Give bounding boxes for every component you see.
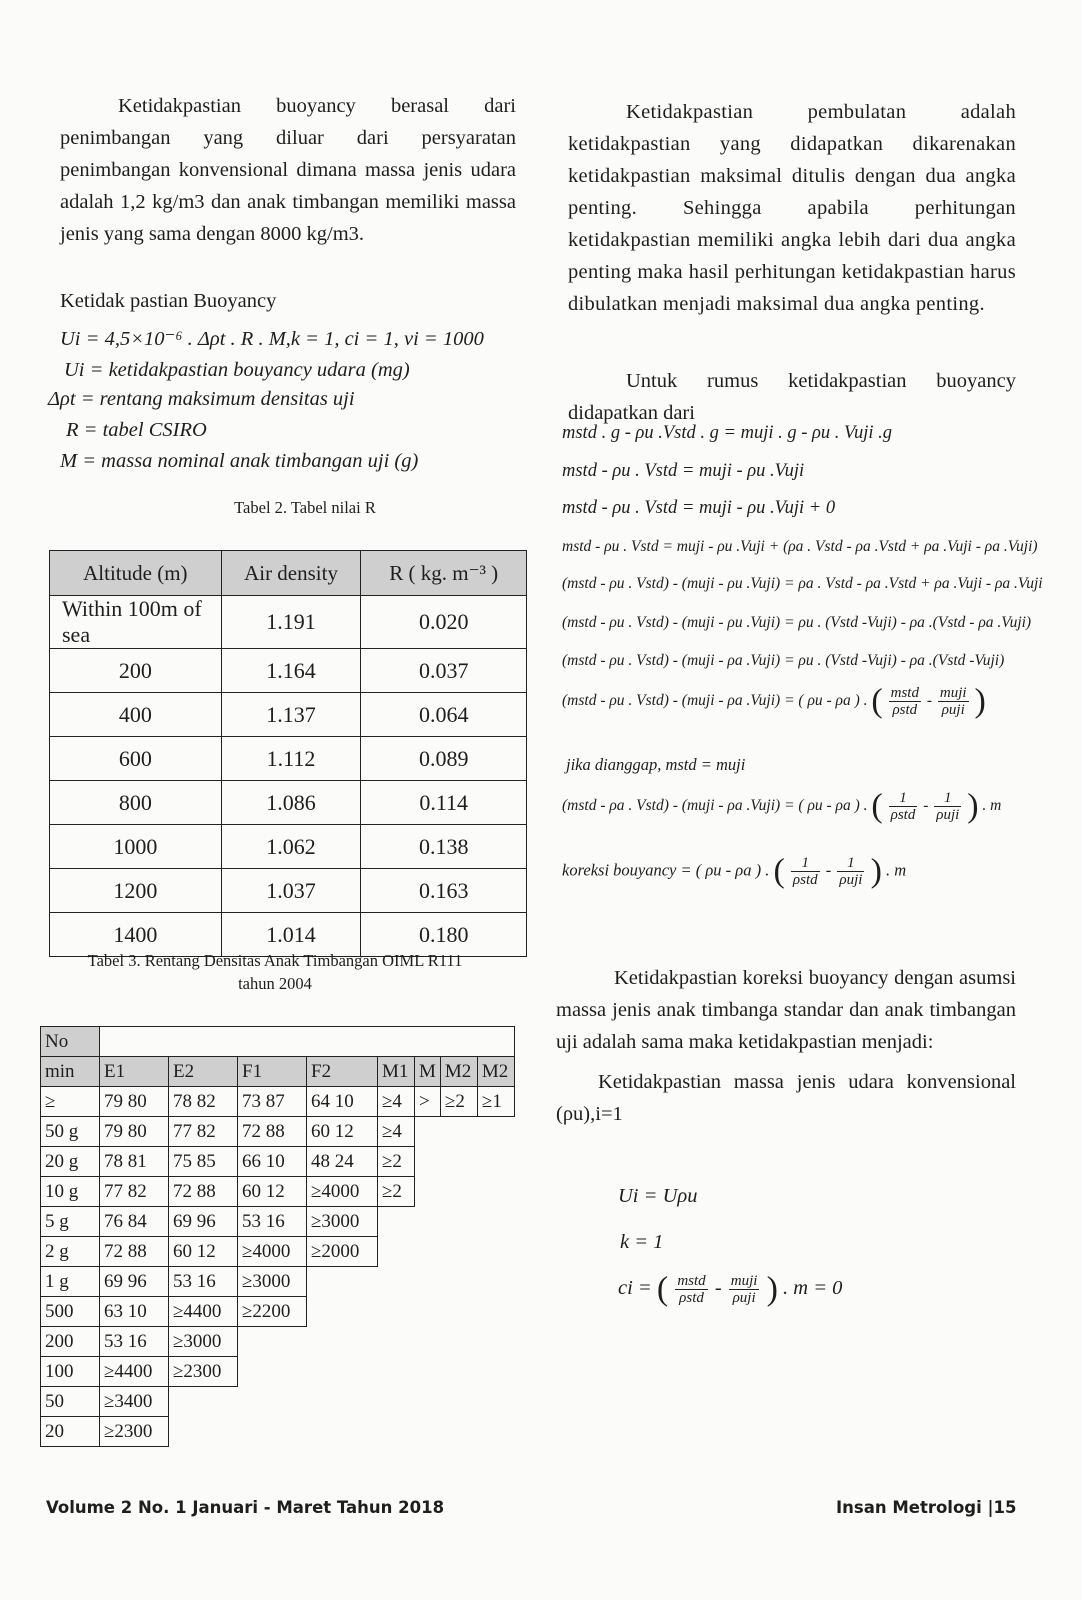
table-row [41, 1417, 515, 1447]
table-row [41, 1237, 515, 1267]
buoyancy-heading: Ketidak pastian Buoyancy [60, 290, 277, 312]
table-cell: ≥ [41, 1087, 100, 1117]
table-row [50, 649, 527, 693]
times-m: . m [982, 797, 1002, 815]
table-cell: 600 [50, 737, 222, 781]
assumption-line: jika dianggap, mstd = muji [566, 755, 746, 774]
times-m: . m [886, 860, 907, 880]
table-cell: 800 [50, 781, 222, 825]
header-m: M [415, 1057, 441, 1087]
fraction-muji-rhouji: $\frac{\text{muji}}{\text{ρuji}}$ [730, 1273, 758, 1306]
table-row [41, 1027, 515, 1057]
table-row [50, 737, 527, 781]
table-cell: ≥4 [378, 1087, 415, 1117]
table-cell: 0.037 [361, 649, 527, 693]
header-m2a: M2 [440, 1057, 477, 1087]
equation-6: (mstd - ρu . Vstd) - (muji - ρu .Vuji) = ρu . (Vstd -Vuji) - ρa .(Vstd - ρa .Vuji) [562, 614, 1032, 631]
table-row [41, 1207, 515, 1237]
table-cell: 53 16 [238, 1207, 307, 1237]
table-cell: 73 87 [238, 1087, 307, 1117]
table-cell: 1 g [41, 1267, 100, 1297]
table-cell: ≥2 [440, 1087, 477, 1117]
table-cell: 1.137 [221, 693, 361, 737]
equation-5: (mstd - ρu . Vstd) - (muji - ρu .Vuji) = ρa . Vstd - ρa .Vstd + ρa .Vuji - ρa .Vuji [562, 575, 1043, 592]
table-cell: 0.064 [361, 693, 527, 737]
table-header-row [50, 551, 527, 596]
table-cell: 72 88 [169, 1177, 238, 1207]
footer-page: Insan Metrologi |15 [836, 1498, 1017, 1517]
table3-caption-line2: tahun 2004 [238, 974, 312, 993]
header-f1: F1 [238, 1057, 307, 1087]
footer-volume: Volume 2 No. 1 Januari - Maret Tahun 2018 [46, 1498, 445, 1517]
table-cell: 72 88 [238, 1117, 307, 1147]
rounding-paragraph: Ketidakpastian pembulatan adalah ketidakpastian yang didapatkan dikarenakan ketidakpastian maksimal ditulis dengan dua angka penting. Sehingga apabila perhitungan ketidakpastian memiliki angka lebih dari dua angka penting maka hasil perhitungan ketidakpastian harus dibulatkan menjadi maksimal dua angka penting. [568, 101, 1016, 315]
table-cell: 400 [50, 693, 222, 737]
table-cell: 20 g [41, 1147, 100, 1177]
table-cell: 500 [41, 1297, 100, 1327]
k-formula: k = 1 [620, 1231, 664, 1253]
fraction-muji-rhouji: $\frac{\text{muji}}{\text{ρuji}}$ [939, 685, 967, 718]
definition-u: Ui = ketidakpastian bouyancy udara (mg) [64, 359, 410, 381]
table-cell: 53 16 [100, 1327, 169, 1357]
table-row [50, 596, 527, 649]
table-cell: 1000 [50, 825, 222, 869]
table-cell: 20 [41, 1417, 100, 1447]
table-cell: 78 82 [169, 1087, 238, 1117]
table-cell: 2 g [41, 1237, 100, 1267]
table-cell: 77 82 [169, 1117, 238, 1147]
min-header: min [41, 1057, 100, 1087]
equation-9: (mstd - ρa . Vstd) - (muji - ρa .Vuji) = ( ρu - ρa ) . ( $\frac{1}{\text{ρstd}}$ - $\frac{1}{\text{ρuji}}$ ) . m [562, 787, 1002, 825]
table-cell: 60 12 [238, 1177, 307, 1207]
table-cell: 1.112 [221, 737, 361, 781]
table-cell: 72 88 [100, 1237, 169, 1267]
ui-formula: Ui = Uρu [618, 1185, 698, 1207]
buoyancy-paragraph: Ketidakpastian buoyancy berasal dari penimbangan yang diluar dari persyaratan penimbangan konvensional dimana massa jenis udara adalah 1,2 kg/m3 dan anak timbangan memiliki massa jenis yang sama dengan 8000 kg/m3. [60, 95, 516, 245]
table-cell: 64 10 [307, 1087, 378, 1117]
header-altitude: Altitude (m) [50, 551, 222, 596]
table-cell: 1.164 [221, 649, 361, 693]
header-r: R ( kg. m⁻³ ) [361, 551, 527, 596]
header-f2: F2 [307, 1057, 378, 1087]
table-cell: 1.191 [221, 596, 361, 649]
table-cell: 200 [50, 649, 222, 693]
table-cell: 69 96 [100, 1267, 169, 1297]
table-cell: ≥3000 [307, 1207, 378, 1237]
table-cell: 50 [41, 1387, 100, 1417]
table-row [41, 1297, 515, 1327]
table-cell: ≥4 [378, 1117, 415, 1147]
table-cell: 10 g [41, 1177, 100, 1207]
equation-3: mstd - ρu . Vstd = muji - ρu .Vuji + 0 [562, 498, 836, 518]
table-cell: 1.062 [221, 825, 361, 869]
equation-1: mstd . g - ρu .Vstd . g = muji . g - ρu . Vuji .g [562, 423, 893, 443]
fraction-one-rhostd: $\frac{1}{\text{ρstd}}$ [792, 855, 818, 888]
table-cell: ≥2300 [169, 1357, 238, 1387]
table-row [50, 781, 527, 825]
table-cell: 79 80 [100, 1087, 169, 1117]
table-cell: 0.089 [361, 737, 527, 781]
r-value-table [49, 550, 527, 957]
header-e2: E2 [169, 1057, 238, 1087]
table-cell: 0.138 [361, 825, 527, 869]
table-row [41, 1147, 515, 1177]
table-cell: > [415, 1087, 441, 1117]
table-cell: 0.180 [361, 913, 527, 957]
table-cell: ≥4400 [169, 1297, 238, 1327]
table-row [41, 1057, 515, 1087]
equation-7: (mstd - ρu . Vstd) - (muji - ρa .Vuji) = ρu . (Vstd -Vuji) - ρa .(Vstd -Vuji) [562, 652, 1005, 669]
table-cell: 1.037 [221, 869, 361, 913]
table-cell: Within 100m of sea [50, 596, 222, 649]
oiml-density-table [40, 1026, 515, 1447]
table-cell: 5 g [41, 1207, 100, 1237]
table-cell: 76 84 [100, 1207, 169, 1237]
table-cell: 60 12 [307, 1117, 378, 1147]
table-cell: ≥2000 [307, 1237, 378, 1267]
table3-caption [40, 949, 510, 995]
formula-intro: Untuk rumus ketidakpastian buoyancy didapatkan dari [568, 370, 1016, 424]
equation-8: (mstd - ρu . Vstd) - (muji - ρa .Vuji) = ( ρu - ρa ) . ( $\frac{\text{mstd}}{\text{ρstd}}$ - $\frac{\text{muji}}{\text{ρuji}}$ ) [562, 682, 986, 720]
header-m1: M1 [378, 1057, 415, 1087]
table-cell: 1400 [50, 913, 222, 957]
fraction-mstd-rhostd: $\frac{\text{mstd}}{\text{ρstd}}$ [890, 685, 919, 718]
table-cell: 77 82 [100, 1177, 169, 1207]
table-cell: 1200 [50, 869, 222, 913]
equation-2: mstd - ρu . Vstd = muji - ρu .Vuji [562, 461, 805, 481]
table-row [41, 1087, 515, 1117]
table-cell: ≥2300 [100, 1417, 169, 1447]
table-cell: 53 16 [169, 1267, 238, 1297]
table-cell: 1.086 [221, 781, 361, 825]
definition-rho: Δρt = rentang maksimum densitas uji [48, 388, 355, 410]
header-e1: E1 [100, 1057, 169, 1087]
table-cell: 0.114 [361, 781, 527, 825]
table-row [41, 1117, 515, 1147]
table-row [41, 1327, 515, 1357]
header-air-density: Air density [221, 551, 361, 596]
definition-r: R = tabel CSIRO [66, 419, 207, 441]
table-row [50, 825, 527, 869]
table-cell: ≥2200 [238, 1297, 307, 1327]
fraction-mstd-rhostd: $\frac{\text{mstd}}{\text{ρstd}}$ [677, 1273, 706, 1306]
table-cell: 75 85 [169, 1147, 238, 1177]
table-cell: 78 81 [100, 1147, 169, 1177]
table-row [41, 1387, 515, 1417]
table-row [41, 1267, 515, 1297]
equation-8-left: (mstd - ρu . Vstd) - (muji - ρa .Vuji) = ( ρu - ρa ) . [562, 692, 868, 710]
air-density-paragraph: Ketidakpastian massa jenis udara konvensional (ρu),i=1 [556, 1071, 1016, 1125]
table-cell: ≥1 [477, 1087, 514, 1117]
table-cell: 1.014 [221, 913, 361, 957]
table-cell: ≥3000 [238, 1267, 307, 1297]
equation-4: mstd - ρu . Vstd = muji - ρu .Vuji + (ρa . Vstd - ρa .Vstd + ρa .Vuji - ρa .Vuji) [562, 538, 1038, 555]
table-cell: ≥4400 [100, 1357, 169, 1387]
fraction-one-rhouji: $\frac{1}{\text{ρuji}}$ [839, 855, 863, 888]
table-row [41, 1357, 515, 1387]
fraction-one-rhostd: $\frac{1}{\text{ρstd}}$ [890, 790, 916, 823]
no-header: No [41, 1027, 100, 1057]
buoyancy-formula: Ui = 4,5×10⁻⁶ . Δρt . R . M,k = 1, ci = 1, vi = 1000 [60, 328, 484, 350]
table-cell: ≥4000 [238, 1237, 307, 1267]
fraction-one-rhouji: $\frac{1}{\text{ρuji}}$ [936, 790, 960, 823]
table-cell: 63 10 [100, 1297, 169, 1327]
table-cell: ≥2 [378, 1177, 415, 1207]
table-cell: ≥3400 [100, 1387, 169, 1417]
ci-formula: ci = ( $\frac{\text{mstd}}{\text{ρstd}}$ - $\frac{\text{muji}}{\text{ρuji}}$ ) . m = 0 [618, 1270, 843, 1308]
table-cell: 48 24 [307, 1147, 378, 1177]
ci-right: . m = 0 [783, 1277, 843, 1300]
table-cell: ≥2 [378, 1147, 415, 1177]
definition-m: M = massa nominal anak timbangan uji (g) [60, 450, 419, 472]
table-cell: 69 96 [169, 1207, 238, 1237]
table-cell: 66 10 [238, 1147, 307, 1177]
table-cell: 79 80 [100, 1117, 169, 1147]
koreksi-left: koreksi bouyancy = ( ρu - ρa ) . [562, 860, 770, 880]
header-m2b: M2 [477, 1057, 514, 1087]
table-cell: 100 [41, 1357, 100, 1387]
buoyancy-correction: koreksi bouyancy = ( ρu - ρa ) . ( $\frac{1}{\text{ρstd}}$ - $\frac{1}{\text{ρuji}}$ ) . m [562, 852, 907, 890]
table-row [50, 869, 527, 913]
table2-caption: Tabel 2. Tabel nilai R [234, 498, 376, 517]
table-cell: ≥3000 [169, 1327, 238, 1357]
table-cell: 0.163 [361, 869, 527, 913]
table3-caption-line1: Tabel 3. Rentang Densitas Anak Timbangan OIML R111 [87, 951, 463, 970]
ci-left: ci = [618, 1277, 652, 1300]
table-row [41, 1177, 515, 1207]
table-cell: 50 g [41, 1117, 100, 1147]
table-cell: 60 12 [169, 1237, 238, 1267]
table-row [50, 693, 527, 737]
correction-paragraph: Ketidakpastian koreksi buoyancy dengan asumsi massa jenis anak timbanga standar dan anak timbangan uji adalah sama maka ketidakpastian menjadi: [556, 967, 1016, 1053]
equation-9-left: (mstd - ρa . Vstd) - (muji - ρa .Vuji) = ( ρu - ρa ) . [562, 797, 868, 815]
table-cell: 0.020 [361, 596, 527, 649]
table-cell: ≥4000 [307, 1177, 378, 1207]
table-cell: 200 [41, 1327, 100, 1357]
